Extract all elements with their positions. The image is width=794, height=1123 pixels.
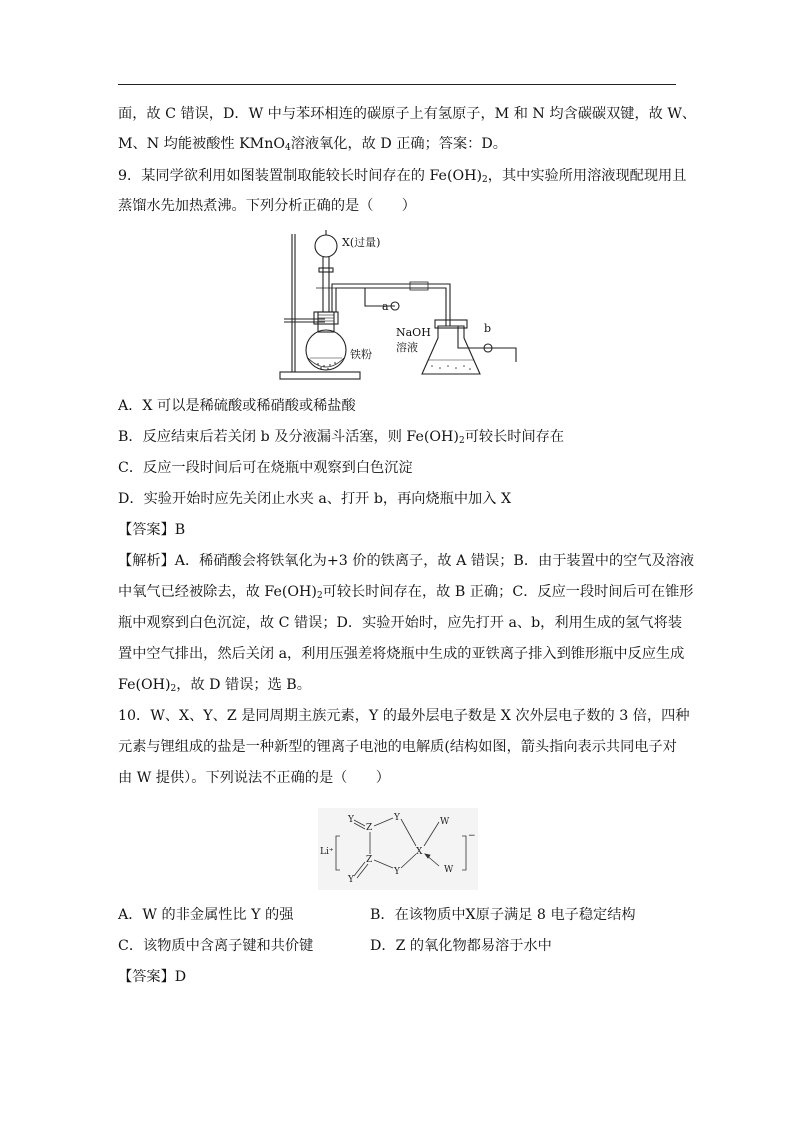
q9-option-a: A．X 可以是稀硫酸或稀硝酸或稀盐酸 [118, 398, 356, 414]
q9-explanation-line-4: 置中空气排出，然后关闭 a，利用压强差将烧瓶中生成的亚铁离子排入到锥形瓶中反应生成 [118, 646, 685, 662]
label-solution: 溶液 [396, 341, 418, 354]
continuation-line-2: M、N 均能被酸性 KMnO$_4$溶液氧化，故 D 正确；答案：D。 [118, 136, 507, 153]
q9-explanation-line-5: $Fe(OH)_2$，故 D 错误；选 B。 [118, 677, 311, 694]
anion-charge: − [468, 831, 476, 841]
structure-figure [318, 808, 478, 890]
atom-z-top: Z [366, 823, 373, 833]
continuation-line-1: 面，故 C 错误，D．W 中与苯环相连的碳原子上有氢原子，M 和 N 均含碳碳双键，故 W、 [118, 106, 697, 122]
conical-stopper [435, 320, 467, 328]
label-naoh: NaOH [396, 326, 431, 339]
q9-stem-line-2: 蒸馏水先加热煮沸。下列分析正确的是（ ） [118, 198, 416, 214]
q10-stem-line-3: 由 W 提供）。下列说法不正确的是（ ） [118, 770, 390, 786]
q9-option-b: B．反应结束后若关闭 b 及分液漏斗活塞，则 $Fe(OH)_2$可较长时间存在 [118, 429, 565, 446]
q9-explanation-line-2: 中氧气已经被除去，故 $Fe(OH)_2$可较长时间存在，故 B 正确；C．反应一段时间后可在锥形 [118, 584, 694, 601]
funnel-stopcock [319, 268, 333, 272]
header-rule [118, 84, 676, 85]
label-x: X(过量) [342, 236, 381, 249]
q10-option-a: A．W 的非金属性比 Y 的强 [118, 907, 294, 923]
atom-z-bottom: Z [366, 855, 373, 865]
q9-explanation-line-3: 瓶中观察到白色沉淀，故 C 错误；D．实验开始时，应先打开 a、b，利用生成的氢气将装 [118, 615, 683, 631]
atom-y-top: Y [394, 813, 400, 823]
q10-stem-line-2: 元素与锂组成的盐是一种新型的锂离子电池的电解质(结构如图，箭头指向表示共同电子对 [118, 739, 677, 755]
q9-option-d: D．实验开始时应先关闭止水夹 a、打开 b，再向烧瓶中加入 X [118, 491, 512, 507]
atom-y-bottom: Y [394, 867, 400, 877]
label-b: b [484, 322, 492, 335]
atom-w-top: W [440, 817, 450, 827]
stand-base [280, 372, 360, 379]
side-tube [365, 288, 395, 306]
q10-option-d: D．Z 的氧化物都易溶于水中 [370, 938, 552, 954]
q10-answer: 【答案】D [118, 969, 187, 985]
separatory-funnel [315, 235, 337, 257]
atom-y-bottom-left: Y [348, 875, 354, 885]
lithium-ion: Li⁺ [320, 847, 334, 857]
q10-stem-line-1: 10．W、X、Y、Z 是同周期主族元素，Y 的最外层电子数是 X 次外层电子数的 3 倍，四种 [118, 708, 690, 724]
q10-option-b: B．在该物质中X原子满足 8 电子稳定结构 [370, 907, 636, 923]
q10-option-c: C．该物质中含离子键和共价键 [118, 938, 314, 954]
q9-option-c: C．反应一段时间后可在烧瓶中观察到白色沉淀 [118, 460, 413, 476]
q9-stem-line-1: 9．某同学欲利用如图装置制取能较长时间存在的 $Fe(OH)_2$，其中实验所用溶液现配现用且 [118, 168, 687, 185]
atom-y-top-left: Y [348, 815, 354, 825]
atom-w-bottom: W [444, 865, 454, 875]
label-a: a [382, 300, 389, 313]
atom-x: X [416, 847, 423, 857]
label-iron-powder: 铁粉 [350, 348, 372, 361]
q9-explanation-line-1: 【解析】A．稀硝酸会将铁氧化为+3 价的铁离子，故 A 错误；B．由于装置中的空气及溶液 [118, 553, 695, 569]
round-bottom-flask [306, 330, 346, 370]
q9-answer: 【答案】B [118, 522, 186, 538]
apparatus-figure [270, 226, 530, 386]
